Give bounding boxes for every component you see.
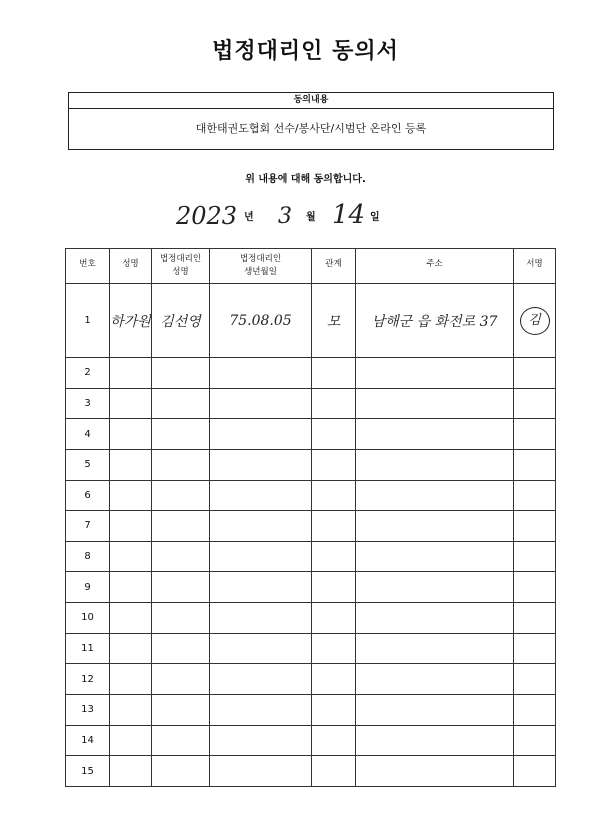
relation-cell [312,572,356,603]
relation-cell [312,511,356,542]
table-row [66,694,556,725]
signature-cell [514,633,556,664]
address-cell [356,358,514,389]
guardian-name-cell [152,725,210,756]
guardian-birth-cell [210,633,312,664]
header-name: 성명 [110,249,152,284]
guardian-name-cell [152,572,210,603]
guardian-name-cell [152,511,210,542]
table-row [66,358,556,389]
guardian-name-cell [152,603,210,634]
address-cell [356,633,514,664]
guardian-name-cell [152,694,210,725]
address-cell [356,725,514,756]
address-cell [356,541,514,572]
name-cell [110,541,152,572]
date-day: 14 [332,200,366,230]
relation-cell [312,694,356,725]
guardian-name-cell [152,756,210,787]
table-row [66,572,556,603]
signature-cell [514,572,556,603]
signature-cell [514,511,556,542]
row-number: 14 [66,725,110,756]
guardian-birth-cell: 75.08.05 [210,284,312,358]
row-number: 5 [66,449,110,480]
signature-cell [514,664,556,695]
relation-cell [312,358,356,389]
guardian-birth-cell [210,449,312,480]
signature-cell [514,480,556,511]
name-cell: 하가원 [110,284,152,358]
relation-cell [312,541,356,572]
relation-cell [312,603,356,634]
row-number: 7 [66,511,110,542]
date-year-label: 년 [244,212,254,223]
guardian-name-cell [152,541,210,572]
date-year: 2023 [176,202,238,230]
header-relation: 관계 [312,249,356,284]
guardian-name-cell [152,358,210,389]
table-row [66,449,556,480]
name-cell [110,388,152,419]
name-cell [110,480,152,511]
table-header-row [66,249,556,284]
address-cell: 남해군 읍 화전로 37 [356,284,514,358]
row-number: 15 [66,756,110,787]
name-cell [110,664,152,695]
name-cell [110,449,152,480]
date-month-label: 월 [306,212,316,223]
guardian-birth-cell [210,664,312,695]
address-cell [356,756,514,787]
row-number: 6 [66,480,110,511]
address-cell [356,419,514,450]
guardian-table [65,248,556,787]
address-cell [356,572,514,603]
row-number: 3 [66,388,110,419]
guardian-name-cell [152,449,210,480]
guardian-birth-cell [210,419,312,450]
relation-cell [312,480,356,511]
guardian-birth-cell [210,756,312,787]
guardian-name-cell [152,633,210,664]
guardian-name-cell [152,664,210,695]
address-cell [356,664,514,695]
guardian-name-cell [152,419,210,450]
guardian-birth-cell [210,694,312,725]
guardian-birth-cell [210,541,312,572]
relation-cell: 모 [312,284,356,358]
signature-cell [514,449,556,480]
address-cell [356,694,514,725]
address-cell [356,388,514,419]
signature-cell [514,419,556,450]
name-cell [110,358,152,389]
consent-box [68,92,554,150]
table-row [66,541,556,572]
row-number: 8 [66,541,110,572]
signature-mark: 김 [520,307,550,335]
header-signature: 서명 [514,249,556,284]
consent-heading: 동의내용 [69,93,553,109]
relation-cell [312,725,356,756]
signature-cell [514,358,556,389]
guardian-birth-cell [210,480,312,511]
guardian-birth-cell [210,603,312,634]
signature-cell [514,694,556,725]
address-cell [356,511,514,542]
consent-text: 대한태권도협회 선수/봉사단/시범단 온라인 등록 [195,122,427,135]
guardian-birth-cell [210,572,312,603]
name-cell [110,725,152,756]
header-guardian-birth: 법정대리인 생년월일 [210,249,312,284]
table-row [66,725,556,756]
signature-cell [514,284,556,358]
address-cell [356,480,514,511]
row-number: 1 [66,284,110,358]
date-line [0,200,611,232]
signature-cell [514,603,556,634]
row-number: 2 [66,358,110,389]
table-row [66,388,556,419]
signature-cell [514,756,556,787]
name-cell [110,756,152,787]
table-row [66,480,556,511]
name-cell [110,694,152,725]
date-day-label: 일 [370,212,380,223]
address-cell [356,603,514,634]
signature-cell [514,541,556,572]
table-row [66,664,556,695]
name-cell [110,572,152,603]
row-number: 12 [66,664,110,695]
table-row [66,511,556,542]
table-row [66,284,556,358]
row-number: 11 [66,633,110,664]
guardian-name-cell [152,480,210,511]
table-row [66,633,556,664]
relation-cell [312,449,356,480]
name-cell [110,511,152,542]
agreement-statement: 위 내용에 대해 동의합니다. [245,174,366,185]
row-number: 9 [66,572,110,603]
header-address: 주소 [356,249,514,284]
guardian-birth-cell [210,388,312,419]
signature-cell [514,388,556,419]
row-number: 13 [66,694,110,725]
date-month: 3 [278,204,292,229]
relation-cell [312,756,356,787]
signature-cell [514,725,556,756]
table-row [66,603,556,634]
guardian-name-cell: 김선영 [152,284,210,358]
relation-cell [312,388,356,419]
name-cell [110,603,152,634]
table-row [66,419,556,450]
guardian-name-cell [152,388,210,419]
relation-cell [312,633,356,664]
page-title: 법정대리인 동의서 [212,39,399,64]
guardian-birth-cell [210,511,312,542]
header-number: 번호 [66,249,110,284]
guardian-birth-cell [210,358,312,389]
name-cell [110,633,152,664]
name-cell [110,419,152,450]
row-number: 4 [66,419,110,450]
guardian-birth-cell [210,725,312,756]
row-number: 10 [66,603,110,634]
table-row [66,756,556,787]
relation-cell [312,419,356,450]
header-guardian-name: 법정대리인 성명 [152,249,210,284]
relation-cell [312,664,356,695]
address-cell [356,449,514,480]
